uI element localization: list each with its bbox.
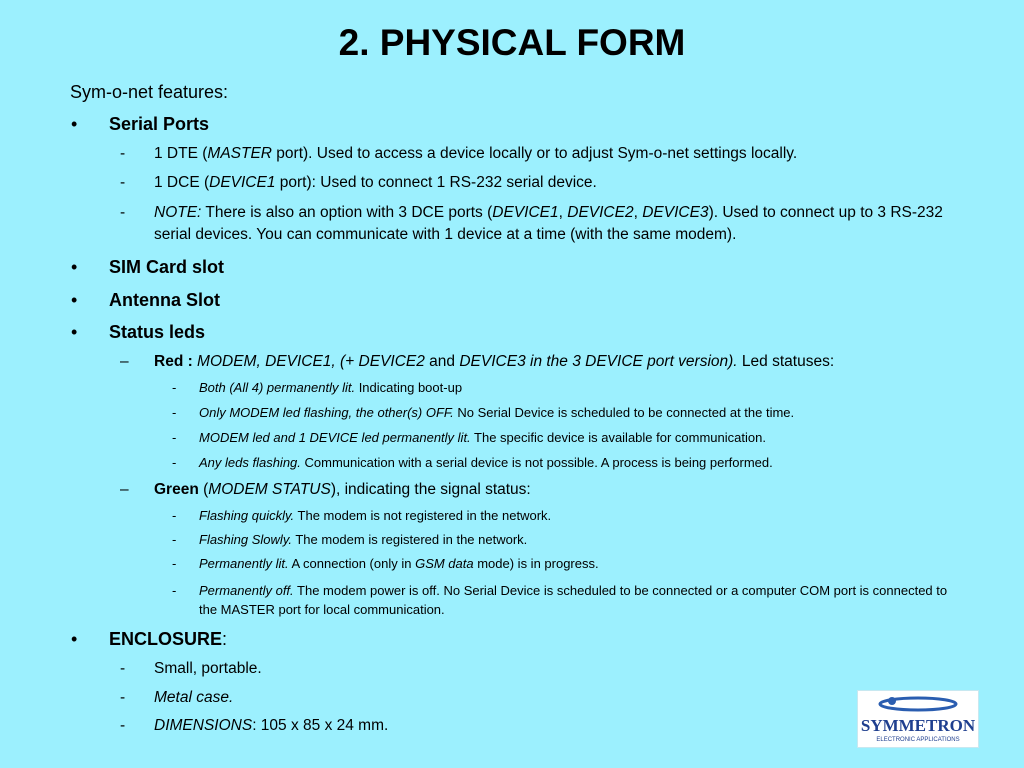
dte-text-c: port). Used to access a device locally or to adjust Sym-o-net settings locally. [272,145,798,162]
red-status-1-text: Indicating boot-up [355,380,463,395]
note-label: NOTE: [154,204,202,221]
red-status-2-text: No Serial Device is scheduled to be connected at the time. [453,405,795,420]
en-dash: – [120,481,129,498]
en-dash: – [120,353,129,370]
bullet-antenna [71,290,220,311]
bullet-enclosure [71,629,227,650]
enclosure-metal-text: Metal case. [154,689,234,706]
red-status-2 [172,405,794,420]
sim-card-heading: SIM Card slot [109,257,225,277]
green-status-1-italic: Flashing quickly. [199,508,295,523]
green-status-2-text: The modem is registered in the network. [291,532,528,547]
dash: - [172,455,177,470]
dash: - [172,532,177,547]
green-status-3-italic-2: GSM data [415,556,474,571]
enclosure-metal [120,689,233,707]
enclosure-dimensions [120,717,388,735]
dash: - [120,145,126,162]
green-status-3-text: A connection (only in [288,556,416,571]
note-device1: DEVICE1 [492,204,559,221]
dash: - [120,717,126,734]
green-status-2-italic: Flashing Slowly. [199,532,292,547]
red-text-b: and [424,353,460,370]
green-status-4-italic: Permanently off. [199,583,294,598]
antenna-heading: Antenna Slot [109,290,220,310]
dimensions-label: DIMENSIONS [154,717,253,734]
dash: - [172,430,177,445]
dash: - [172,508,177,523]
logo-dot-icon [888,697,896,705]
bullet-serial-ports [71,114,209,135]
enclosure-small-text: Small, portable. [154,660,262,677]
dce-text-c: port): Used to connect 1 RS-232 serial device. [275,174,597,191]
slide-title: 2. PHYSICAL FORM [338,22,686,63]
bullet-dot: • [71,629,78,649]
status-leds-heading: Status leds [109,322,206,342]
green-status-3-italic: Permanently lit. [199,556,289,571]
serial-ports-heading: Serial Ports [109,114,210,134]
red-status-1-italic: Both (All 4) permanently lit. [199,380,356,395]
red-text-a: MODEM, DEVICE1, (+ DEVICE2 [192,353,425,370]
green-status-2 [172,532,527,547]
enclosure-colon: : [222,629,228,649]
bullet-dot: • [71,257,78,277]
dce-text-a: 1 DCE ( [154,174,210,191]
note-sep2: , [633,204,643,221]
dash: - [172,556,177,571]
dash: - [120,174,126,191]
green-status-4-body [172,581,962,619]
serial-note-item [120,202,980,246]
red-status-2-italic: Only MODEM led flashing, the other(s) OFF. [199,405,454,420]
logo-name: SYMMETRON [860,716,976,735]
red-text-c: DEVICE3 in the 3 DEVICE port version). [459,353,738,370]
symmetron-logo-graphic [858,691,978,747]
dimensions-value: : 105 x 85 x 24 mm. [252,717,389,734]
note-sep1: , [558,204,568,221]
serial-dte-item [120,145,797,163]
green-label: Green [154,481,199,498]
dte-text-b: MASTER [207,145,272,162]
bullet-status-leds [71,322,205,343]
note-body [120,202,980,246]
red-status-3 [172,430,766,445]
green-status-1 [172,508,551,523]
note-device2: DEVICE2 [567,204,634,221]
serial-dce-item [120,174,597,192]
logo-tagline: ELECTRONIC APPLICATIONS [876,737,960,743]
red-status-3-italic: MODEM led and 1 DEVICE led permanently lit. [199,430,471,445]
bullet-dot: • [71,114,78,134]
note-device3: DEVICE3 [642,204,709,221]
red-led-item [120,353,834,371]
green-text-c: ), indicating the signal status: [330,481,531,498]
enclosure-small [120,660,262,678]
green-status-3 [172,556,599,571]
red-status-1 [172,380,462,395]
green-status-4-text: The modem power is off. No Serial Device is scheduled to be connected or a computer COM port is connected to the MASTER port for local communication. [199,583,948,617]
green-status-3-text-2: mode) is in progress. [473,556,599,571]
red-status-4-italic: Any leds flashing. [199,455,301,470]
red-label: Red : [154,353,193,370]
bullet-dot: • [71,290,78,310]
green-status-1-text: The modem is not registered in the network. [294,508,552,523]
green-led-item [120,481,531,499]
bullet-sim-card [71,257,224,278]
bullet-dot: • [71,322,78,342]
note-text-h: ). Used to connect up to 3 RS-232 serial devices. You can communicate with 1 device at a time (with the same modem). [154,204,943,243]
dash: - [120,204,126,221]
green-text-a: ( [198,481,209,498]
red-status-4 [172,455,773,470]
dte-text-a: 1 DTE ( [154,145,208,162]
note-text-b: There is also an option with 3 DCE ports ( [201,204,493,221]
green-text-b: MODEM STATUS [208,481,331,498]
enclosure-heading: ENCLOSURE [109,629,223,649]
dash: - [120,660,126,677]
red-text-d: Led statuses: [737,353,835,370]
dash: - [120,689,126,706]
dash: - [172,380,177,395]
green-status-4 [172,581,962,619]
dash: - [172,405,177,420]
dash: - [172,583,177,598]
red-status-4-text: Communication with a serial device is not possible. A process is being performed. [300,455,773,470]
intro-text: Sym-o-net features: [70,82,229,102]
dce-text-b: DEVICE1 [209,174,276,191]
red-status-3-text: The specific device is available for communication. [470,430,766,445]
symmetron-logo [857,690,979,748]
